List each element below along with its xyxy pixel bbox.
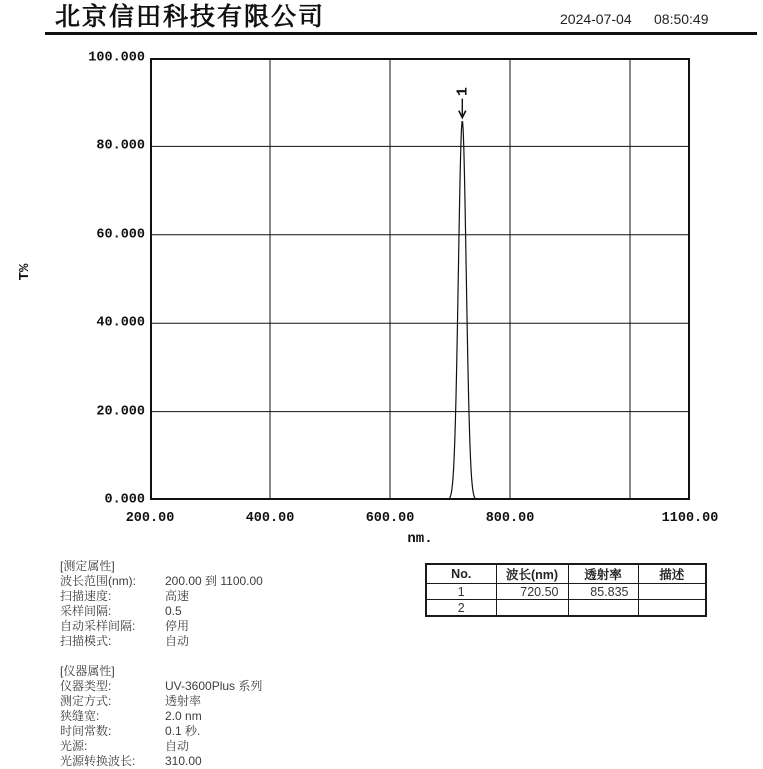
instrument-properties (60, 664, 262, 769)
company-name: 北京信田科技有限公司 (55, 3, 326, 31)
property-row (60, 739, 262, 754)
property-value: 2.0 nm (165, 709, 202, 723)
measurement-properties (60, 559, 263, 649)
column-header-description: 描述 (638, 564, 706, 584)
table-header-row (426, 564, 706, 584)
property-row (60, 589, 263, 604)
y-tick-label: 60.000 (96, 227, 145, 243)
property-label: 光源: (60, 739, 88, 753)
property-value: 透射率 (165, 694, 202, 708)
property-value: 200.00 到 1100.00 (165, 574, 263, 588)
x-tick-label: 200.00 (125, 511, 175, 526)
property-value: 0.5 (165, 604, 182, 618)
property-value: 停用 (165, 619, 190, 633)
y-tick-label: 0.000 (104, 492, 145, 508)
property-label: 仪器类型: (60, 679, 112, 693)
x-tick-label: 600.00 (365, 511, 415, 526)
report-date: 2024-07-04 (560, 11, 632, 27)
property-row (60, 679, 262, 694)
cell-wavelength: 720.50 (496, 584, 568, 600)
cell-description (638, 584, 706, 600)
plot-area (150, 58, 690, 500)
property-label: 测定方式: (60, 694, 112, 708)
section-title: [仪器属性] (60, 664, 115, 678)
property-label: 光源转换波长: (60, 754, 136, 768)
x-tick-label: 1100.00 (661, 511, 719, 526)
property-row (60, 574, 263, 589)
column-header-no: No. (426, 564, 496, 584)
property-value: 高速 (165, 589, 190, 603)
y-tick-label: 100.000 (88, 50, 145, 66)
property-label: 自动采样间隔: (60, 619, 136, 633)
property-label: 采样间隔: (60, 604, 112, 618)
property-label: 波长范围(nm): (60, 574, 136, 588)
x-tick-label: 400.00 (245, 511, 295, 526)
cell-transmittance (568, 600, 638, 617)
cell-no: 2 (426, 600, 496, 617)
table-row (426, 600, 706, 617)
table-row (426, 584, 706, 600)
spectrum-curve (150, 122, 690, 499)
plot-border (151, 59, 689, 499)
column-header-transmittance: 透射率 (568, 564, 638, 584)
property-label: 扫描模式: (60, 634, 112, 648)
property-row (60, 604, 263, 619)
property-row (60, 634, 263, 649)
y-tick-label: 20.000 (96, 404, 145, 420)
column-header-wavelength: 波长(nm) (496, 564, 568, 584)
property-value: 自动 (165, 739, 190, 753)
property-label: 时间常数: (60, 724, 112, 738)
report-time: 08:50:49 (654, 11, 709, 27)
y-tick-label: 40.000 (96, 315, 145, 331)
property-row (60, 709, 262, 724)
property-label: 扫描速度: (60, 589, 112, 603)
cell-no: 1 (426, 584, 496, 600)
property-value: 0.1 秒. (165, 724, 201, 738)
property-value: UV-3600Plus 系列 (165, 679, 263, 693)
property-row (60, 619, 263, 634)
property-label: 狭缝宽: (60, 709, 100, 723)
cell-description (638, 600, 706, 617)
x-axis-label: nm. (407, 531, 433, 547)
cell-transmittance: 85.835 (568, 584, 638, 600)
peak-table (425, 563, 707, 617)
property-value: 310.00 (165, 754, 202, 768)
cell-wavelength (496, 600, 568, 617)
property-value: 自动 (165, 634, 190, 648)
x-tick-label: 800.00 (485, 511, 535, 526)
peak-number-label: 1 (454, 87, 472, 97)
property-row (60, 724, 262, 739)
y-tick-label: 80.000 (96, 138, 145, 154)
property-row (60, 754, 262, 769)
header-divider (45, 32, 757, 35)
y-axis-label: T% (17, 263, 33, 281)
property-row (60, 694, 262, 709)
section-title: [测定属性] (60, 559, 115, 573)
